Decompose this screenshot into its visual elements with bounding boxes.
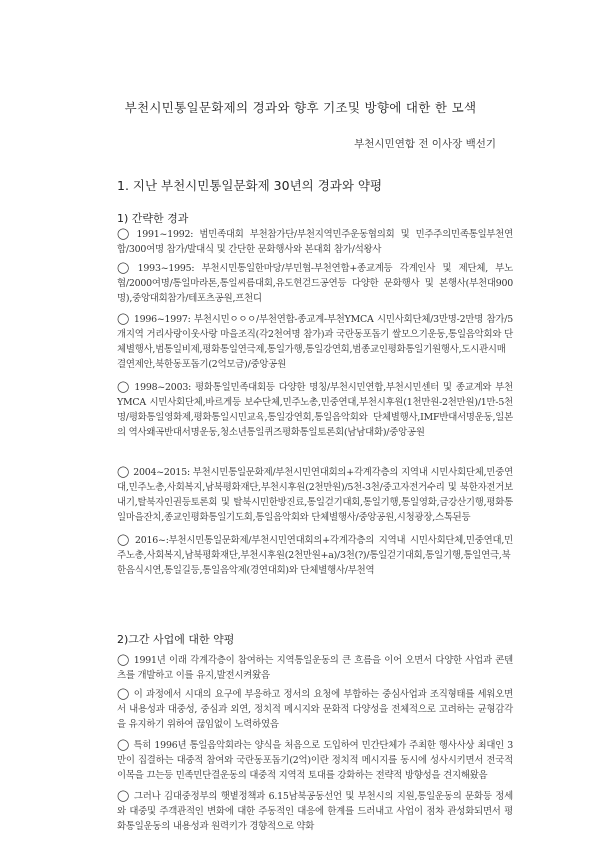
item-text: 1998~2003: 평화통일민족대회등 다양한 명칭/부천시민연합,부천시민센터 및 종교계와 부천YMCA 시민사회단체,바르게등 보수단체,민주노총,민중연대,부천시후원(1천만원-2천만원)/1만-5천명/평화통일영화제,평화통일시민교육,통일강연회,통일음악회와 단체별행사,IMF반대서명운동,일본의 역사왜곡반대서명운동,청소년통일퀴즈평화통일토론회(남남대화)/중앙공원 <box>117 382 513 438</box>
list-item <box>117 379 513 440</box>
circle-marker-icon: ◯ <box>117 533 131 546</box>
list-item <box>117 686 513 732</box>
item-text: 그러나 김대중정부의 햇볕정책과 6.15남북공동선언 및 부천시의 지원,통일운동의 문화등 정세와 대중및 주객관적인 변화에 대한 주동적인 대응에 한계를 드러내고 사업이 점차 관성화되면서 평화통일운동의 내용성과 원력키가 경향적으로 약화 <box>117 791 513 832</box>
circle-marker-icon: ◯ <box>117 465 130 478</box>
item-text: 1991년 이래 각계각층이 참여하는 지역통일운동의 큰 흐름을 이어 오면서 다양한 사업과 콘텐츠를 개발하고 이를 유지,발전시켜왔음 <box>117 655 513 681</box>
circle-marker-icon: ◯ <box>117 380 131 393</box>
item-text: 1993~1995: 부천시민통일한마당/부민협-부천연합+종교계등 각계인사 및 제단체, 부노협/2000여명/통일마라톤,통일씨름대회,유도현걷드공연등 다양한 문화행사 및 본행사(부천대900명),중앙대회참가/테포츠공원,프천디 <box>117 263 513 304</box>
circle-marker-icon: ◯ <box>117 738 130 751</box>
item-text: 1991~1992: 범민족대회 부천참가단/부천지역민주운동협의회 및 민주주의민족통일부천연합/300여명 참가/발대식 및 간단한 문화행사와 본대회 참가/석왕사 <box>117 229 513 255</box>
circle-marker-icon: ◯ <box>117 789 130 802</box>
document-title: 부천시민통일문화제의 경과와 향후 기조및 방향에 대한 한 모색 <box>124 100 477 115</box>
list-item <box>117 226 513 257</box>
list-item <box>117 652 513 683</box>
list-item <box>117 532 513 578</box>
list-item <box>117 260 513 306</box>
item-text: 2016~:부천시민통일문화제/부천시민연대회의+각계각층의 지역내 시민사회단체,민중연대,민주노총,사회복지,남북평화재단,부천시후원(2천만원+a)/3천(?)/통일걷기대회,통일기행,통일연극,북한음식시연,통일길등,통일음악제(경연대회)와 단체별행사/부천역 <box>117 535 513 576</box>
list-item <box>117 737 513 783</box>
author-line: 부천시민연합 전 이사장 백선기 <box>354 138 496 150</box>
item-text: 이 과정에서 시대의 요구에 부응하고 정서의 요청에 부합하는 중심사업과 조직형태를 세워오면서 내용성과 대중성, 중심과 외연, 정치적 메시지와 문화적 다양성을 전체적으로 고려하는 균형감각을 유지하기 위하여 끊임없이 노력하였음 <box>117 689 513 730</box>
circle-marker-icon: ◯ <box>117 653 130 666</box>
circle-marker-icon: ◯ <box>117 687 130 700</box>
list-item <box>117 464 513 525</box>
item-text: 2004~2015: 부천시민통일문화제/부천시민연대회의+각계각층의 지역내 시민사회단체,민중연대,민주노총,사회복지,남북평화재단,부천시후원(2천만원)/5천-3천/중고자전거수리 및 북한자전거보내기,탈북자인권등토론회 및 탈북시민한방진료,통일걷기대회,통일기행,통일영화,금강산기행,평화통일마을잔치,종교인평화통일기도회,통일음악회와 단체별행사/중앙공원,시청광장,스톡된등 <box>117 467 513 523</box>
circle-marker-icon: ◯ <box>117 312 130 325</box>
section-1-heading: 1. 지난 부천시민통일문화제 30년의 경과와 약평 <box>117 178 383 193</box>
circle-marker-icon: ◯ <box>117 227 133 240</box>
subsection-1-heading: 1) 간략한 경과 <box>117 212 189 225</box>
circle-marker-icon: ◯ <box>117 261 134 274</box>
item-text: 1996~1997: 부천시민ㅇㅇㅇ/부천연합-종교계-부천YMCA 시민사회단체/3만명-2만명 참가/5개지역 거리사랑이웃사랑 마을조직(각2천여명 참가)과 국란동포돕기 쌀모으기운동,통일음악회와 단체별행사,범통일비제,평화통일연극제,통일가행,통일강연회,범종교인평화통일기원행사,도시관시매결연제안,북한동포돕기(2억모금)/중앙공원 <box>117 314 513 370</box>
list-item <box>117 788 513 834</box>
item-text: 특히 1996년 통일음악회라는 양식을 처음으로 도입하여 민간단체가 주최한 행사사상 최대인 3만이 집결하는 대중적 참여와 국란동포돕기(2억)이란 정치적 메시지를 동시에 성사시키면서 전국적 이목을 끄는등 민족민단결운동의 대중적 지역적 토대를 강화하는 전략적 방향성을 견지해왔음 <box>117 740 513 781</box>
list-item <box>117 311 513 372</box>
subsection-2-heading: 2)그간 사업에 대한 약평 <box>117 633 235 646</box>
